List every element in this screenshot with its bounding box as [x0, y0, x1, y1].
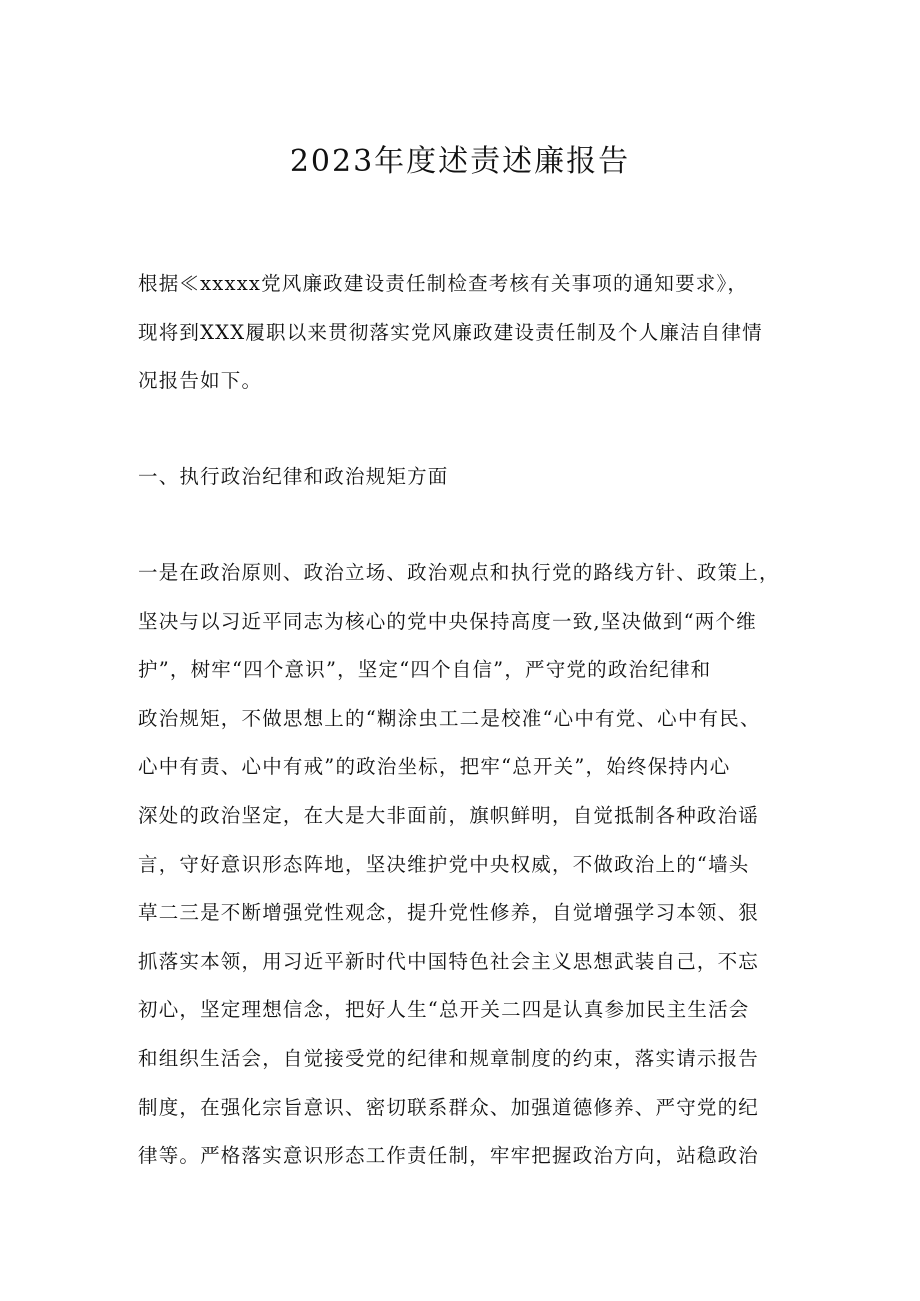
intro-paragraph: [138, 260, 794, 406]
intro-line: 根据≪xxxxx党风廉政建设责任制检查考核有关事项的通知要求》，: [138, 272, 749, 295]
intro-line: 现将到XXX履职以来贯彻落实党风廉政建设责任制及个人廉洁自律情: [138, 320, 763, 344]
body-line: 护”，树牢“四个意识”，坚定“四个自信”，严守党的政治纪律和: [138, 658, 712, 682]
intro-line: 况报告如下。: [138, 369, 263, 393]
body-line: 言，守好意识形态阵地，坚决维护党中央权威，不做政治上的“墙头: [138, 852, 750, 876]
section-heading-text: 一、执行政治纪律和政治规矩方面: [138, 465, 449, 488]
body-line: 深处的政治坚定，在大是大非面前，旗帜鲜明，自觉抵制各种政治谣: [138, 803, 760, 827]
document-title: 2023年度述责述廉报告: [289, 144, 631, 179]
section-heading: [138, 453, 794, 502]
body-line: 和组织生活会，自觉接受党的纪律和规章制度的约束，落实请示报告: [138, 1046, 760, 1070]
body-line: 一是在政治原则、政治立场、政治观点和执行党的路线方针、政策上，: [138, 561, 780, 584]
body-line: 政治规矩，不做思想上的“糊涂虫工二是校准“心中有党、心中有民、: [138, 706, 761, 730]
body-line: 初心，坚定理想信念，把好人生“总开关二四是认真参加民主生活会: [138, 998, 750, 1022]
body-line: 抓落实本领，用习近平新时代中国特色社会主义思想武装自己，不忘: [138, 949, 760, 973]
body-line: 坚决与以习近平同志为核心的党中央保持高度一致,坚决做到“两个维: [138, 609, 757, 633]
body-line: 律等。严格落实意识形态工作责任制，牢牢把握政治方向，站稳政治: [138, 1144, 760, 1168]
body-line: 制度，在强化宗旨意识、密切联系群众、加强道德修养、严守党的纪: [138, 1095, 760, 1119]
body-line: 心中有责、心中有戒”的政治坐标，把牢“总开关”，始终保持内心: [138, 755, 731, 779]
body-line: 草二三是不断增强党性观念，提升党性修养，自觉增强学习本领、狠: [138, 901, 760, 925]
section-body-paragraph: [138, 549, 794, 1181]
